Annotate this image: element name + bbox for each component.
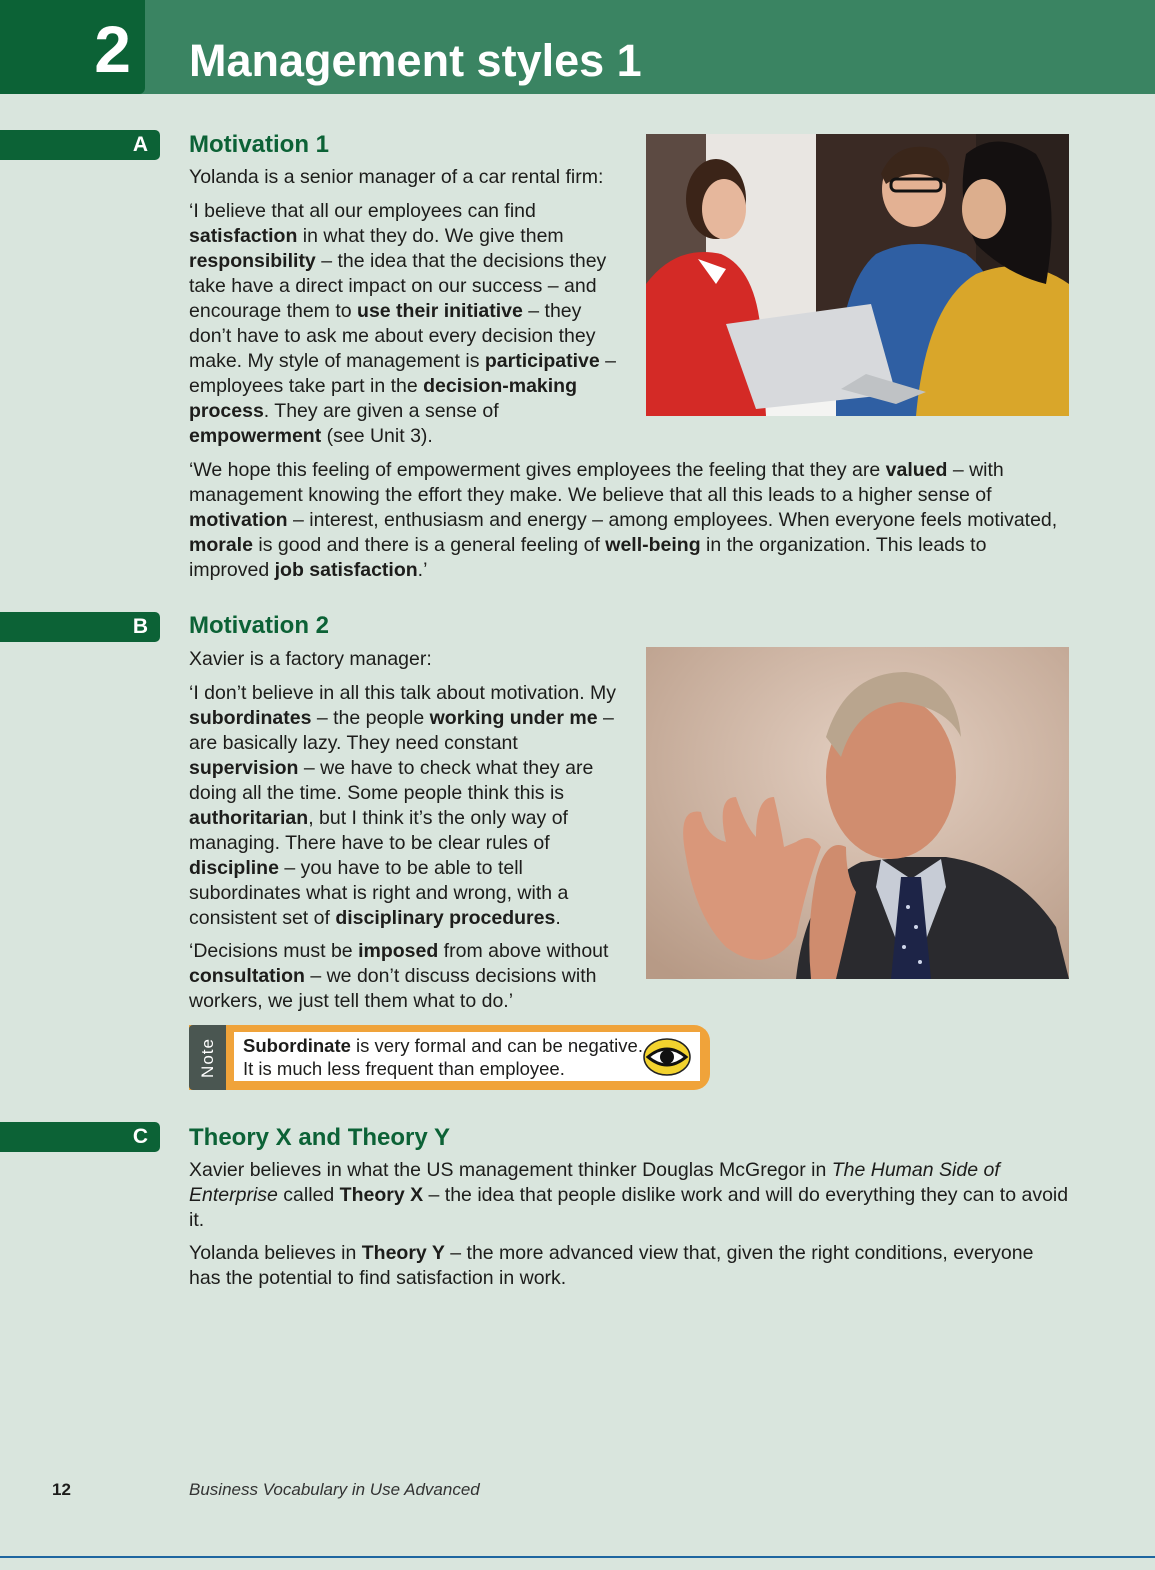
note-content bbox=[234, 1032, 700, 1081]
note-line-2: It is much less frequent than employee. bbox=[243, 1058, 565, 1079]
text-run: – the people bbox=[311, 707, 430, 729]
text-run: – the idea that the decisions they take have a direct impact on our success – and encourage them to bbox=[189, 250, 607, 322]
text-run: – we don’t discuss decisions with workers, we just tell them what to do.’ bbox=[189, 965, 597, 1012]
text-run: .’ bbox=[417, 559, 428, 581]
bold-term: authoritarian bbox=[189, 807, 309, 829]
text-run: ‘I believe that all our employees can find bbox=[189, 200, 536, 222]
section-a-paragraph-1 bbox=[189, 199, 621, 449]
section-a-title: Motivation 1 bbox=[189, 131, 330, 158]
text-run: from above without bbox=[438, 940, 609, 962]
text-run: – are basically lazy. They need constant bbox=[189, 707, 614, 754]
text-run: ‘We hope this feeling of empowerment gives employees the feeling that they are bbox=[189, 459, 886, 481]
section-c-paragraph-1 bbox=[189, 1158, 1069, 1233]
bold-term: consultation bbox=[189, 965, 305, 987]
text-run: ‘Decisions must be bbox=[189, 940, 359, 962]
text-run: Xavier believes in what the US management thinker Douglas McGregor in bbox=[189, 1159, 832, 1181]
bold-term: Theory X bbox=[339, 1184, 424, 1206]
bold-term: empowerment bbox=[189, 425, 322, 447]
text-run: . bbox=[555, 907, 561, 929]
text-run: is good and there is a general feeling of bbox=[252, 534, 606, 556]
text-run: . They are given a sense of bbox=[263, 400, 499, 422]
text-run: – the more advanced view that, given the right conditions, everyone has the potential to find satisfaction in work. bbox=[189, 1242, 1034, 1289]
bold-term: satisfaction bbox=[189, 225, 298, 247]
section-c-paragraph-2 bbox=[189, 1241, 1069, 1291]
text-run: – we have to check what they are doing all the time. Some people think this is bbox=[189, 757, 594, 804]
bold-term: imposed bbox=[358, 940, 439, 962]
page-number: 12 bbox=[52, 1480, 71, 1499]
bold-term: participative bbox=[484, 350, 600, 372]
bold-term: morale bbox=[189, 534, 253, 556]
text-run: in the organization. This leads to improved bbox=[189, 534, 987, 581]
text-run: called bbox=[277, 1184, 340, 1206]
text-run: is very formal and can be negative. bbox=[350, 1035, 643, 1056]
note-label bbox=[189, 1025, 226, 1090]
section-b-letter: B bbox=[132, 615, 148, 638]
text-run: Yolanda believes in bbox=[189, 1242, 362, 1264]
eye-icon bbox=[642, 1037, 692, 1077]
bold-term: Subordinate bbox=[243, 1035, 351, 1056]
bold-term: well-being bbox=[605, 534, 701, 556]
bold-term: disciplinary procedures bbox=[335, 907, 556, 929]
section-a-letter: A bbox=[132, 133, 148, 156]
unit-header bbox=[0, 0, 1155, 94]
section-a-tab bbox=[0, 130, 160, 160]
bold-term: job satisfaction bbox=[274, 559, 418, 581]
bold-term: responsibility bbox=[189, 250, 316, 272]
section-b-intro: Xavier is a factory manager: bbox=[189, 648, 432, 670]
note-text bbox=[243, 1034, 643, 1080]
text-run: – interest, enthusiasm and energy – among employees. When everyone feels motivated, bbox=[287, 509, 1058, 531]
section-b-paragraph-2 bbox=[189, 939, 624, 1014]
note-label-text: Note bbox=[197, 1037, 217, 1078]
book-title: Business Vocabulary in Use Advanced bbox=[189, 1480, 480, 1499]
text-run: (see Unit 3). bbox=[321, 425, 433, 447]
text-run: – with management knowing the effort they make. We believe that all this leads to a higher sense of bbox=[189, 459, 1004, 506]
office-meeting-photo bbox=[646, 134, 1069, 416]
section-c-letter: C bbox=[132, 1125, 148, 1148]
section-a-intro: Yolanda is a senior manager of a car rental firm: bbox=[189, 166, 604, 188]
section-b-paragraph-1 bbox=[189, 681, 624, 931]
text-run: – the idea that people dislike work and will do everything they can to avoid it. bbox=[189, 1184, 1069, 1231]
unit-title: Management styles 1 bbox=[189, 35, 642, 86]
bottom-rule bbox=[0, 1556, 1155, 1558]
note-box bbox=[189, 1025, 710, 1090]
bold-term: Theory Y bbox=[361, 1242, 445, 1264]
bold-term: working under me bbox=[429, 707, 598, 729]
note-line-1 bbox=[243, 1035, 643, 1056]
text-run: in what they do. We give them bbox=[297, 225, 564, 247]
unit-number-box bbox=[0, 0, 145, 94]
text-run: , but I think it’s the only way of managing. There have to be clear rules of bbox=[189, 807, 568, 854]
unit-number: 2 bbox=[94, 12, 131, 86]
text-run: – employees take part in the bbox=[189, 350, 617, 397]
bold-term: discipline bbox=[189, 857, 279, 879]
text-run: ‘I don’t believe in all this talk about motivation. My bbox=[189, 682, 617, 704]
bold-term: motivation bbox=[189, 509, 288, 531]
bold-term: subordinates bbox=[189, 707, 312, 729]
text-run: – you have to be able to tell subordinates what is right and wrong, with a consistent set of bbox=[189, 857, 569, 929]
bold-term: use their initiative bbox=[357, 300, 523, 322]
section-a-paragraph-2 bbox=[189, 458, 1069, 583]
italic-title: The Human Side of Enterprise bbox=[189, 1159, 1000, 1206]
section-c-title: Theory X and Theory Y bbox=[189, 1124, 450, 1151]
text-run: – they don’t have to ask me about every decision they make. My style of management is bbox=[189, 300, 596, 372]
bold-term: decision-making process bbox=[189, 375, 578, 422]
section-b-title: Motivation 2 bbox=[189, 612, 330, 639]
section-c-tab bbox=[0, 1122, 160, 1152]
bold-term: supervision bbox=[189, 757, 299, 779]
bold-term: valued bbox=[885, 459, 948, 481]
factory-manager-photo bbox=[646, 647, 1069, 979]
section-b-tab bbox=[0, 612, 160, 642]
